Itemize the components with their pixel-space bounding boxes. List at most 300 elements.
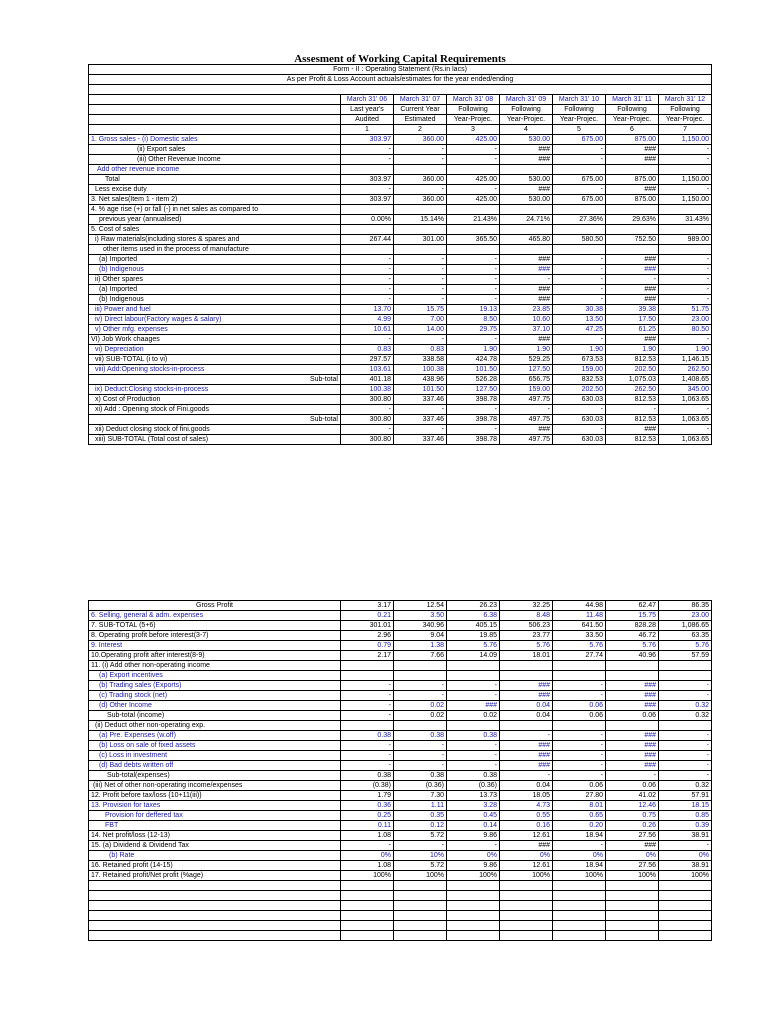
cell-value: 267.44: [341, 235, 394, 245]
cell-value: [341, 205, 394, 215]
cell-value: 14.09: [447, 651, 500, 661]
cell-value: -: [447, 265, 500, 275]
row-label: (iii) Net of other non-operating income/expenses: [89, 781, 341, 791]
cell-value: 31.43%: [659, 215, 712, 225]
cell-value: 7.30: [394, 791, 447, 801]
cell-value: -: [394, 145, 447, 155]
blank-row: [89, 891, 712, 901]
row-label: (c) Loss in investment: [89, 751, 341, 761]
blank-cell: [553, 931, 606, 941]
cell-value: [394, 205, 447, 215]
cell-value: 1.08: [341, 831, 394, 841]
column-period: March 31' 07: [394, 95, 447, 105]
cell-value: 29.63%: [606, 215, 659, 225]
cell-value: -: [553, 731, 606, 741]
blank-cell: [606, 911, 659, 921]
cell-value: -: [553, 841, 606, 851]
blank-cell: [447, 911, 500, 921]
cell-value: -: [659, 741, 712, 751]
row-label: Provision for deffered tax: [89, 811, 341, 821]
cell-value: 580.50: [553, 235, 606, 245]
cell-value: 11.48: [553, 611, 606, 621]
cell-value: 37.10: [500, 325, 553, 335]
cell-value: 3.28: [447, 801, 500, 811]
blank-cell: [553, 901, 606, 911]
cell-value: [659, 671, 712, 681]
cell-value: [553, 721, 606, 731]
cell-value: 41.02: [606, 791, 659, 801]
cell-value: 57.59: [659, 651, 712, 661]
row-label: (a) Imported: [89, 255, 341, 265]
cell-value: 7.66: [394, 651, 447, 661]
cell-value: [659, 225, 712, 235]
table-row: [89, 315, 712, 325]
cell-value: 262.50: [606, 385, 659, 395]
cell-value: -: [553, 295, 606, 305]
table-row: [89, 751, 712, 761]
cell-value: -: [341, 681, 394, 691]
cell-value: 24.71%: [500, 215, 553, 225]
cell-value: -: [394, 751, 447, 761]
cell-value: 21.43%: [447, 215, 500, 225]
row-label: (a) Export incentives: [89, 671, 341, 681]
column-type: Last year's: [341, 105, 394, 115]
cell-value: -: [447, 741, 500, 751]
cell-value: 100%: [447, 871, 500, 881]
row-label: (ii) Deduct other non-operating exp.: [89, 721, 341, 731]
cell-value: [659, 245, 712, 255]
cell-value: 0.16: [500, 821, 553, 831]
cell-value: 0.21: [341, 611, 394, 621]
row-label: xiii) SUB-TOTAL (Total cost of sales): [89, 435, 341, 445]
cell-value: -: [659, 425, 712, 435]
cell-value: -: [553, 275, 606, 285]
cell-value: [500, 205, 553, 215]
cell-value: 465.80: [500, 235, 553, 245]
blank-cell: [447, 891, 500, 901]
cell-value: ###: [447, 701, 500, 711]
blank-cell: [447, 881, 500, 891]
column-period: March 31' 06: [341, 95, 394, 105]
cell-value: [606, 225, 659, 235]
table-row: [89, 285, 712, 295]
row-label: ix) Deduct:Closing stocks-in-process: [89, 385, 341, 395]
cell-value: [659, 205, 712, 215]
cell-value: 103.61: [341, 365, 394, 375]
cell-value: -: [394, 295, 447, 305]
cell-value: 13.70: [341, 305, 394, 315]
cell-value: 1.11: [394, 801, 447, 811]
cell-value: 875.00: [606, 175, 659, 185]
column-basis: Estimated: [394, 115, 447, 125]
cell-value: 425.00: [447, 175, 500, 185]
cell-value: 0.06: [553, 711, 606, 721]
cell-value: 33.50: [553, 631, 606, 641]
cell-value: -: [606, 771, 659, 781]
cell-value: 1,063.65: [659, 415, 712, 425]
table-row: [89, 631, 712, 641]
cell-value: 360.00: [394, 175, 447, 185]
cell-value: 30.38: [553, 305, 606, 315]
blank-cell: [341, 911, 394, 921]
cell-value: 0%: [447, 851, 500, 861]
cell-value: ###: [500, 155, 553, 165]
blank-cell: [553, 911, 606, 921]
cell-value: 5.72: [394, 861, 447, 871]
cell-value: 8.50: [447, 315, 500, 325]
cell-value: -: [553, 751, 606, 761]
cell-value: [447, 225, 500, 235]
cell-value: [341, 245, 394, 255]
cell-value: 530.00: [500, 175, 553, 185]
cell-value: -: [341, 185, 394, 195]
row-label: 17. Retained profit/Net profit (%age): [89, 871, 341, 881]
table-row: [89, 345, 712, 355]
blank-cell: [394, 891, 447, 901]
table-row: [89, 761, 712, 771]
table-row: [89, 305, 712, 315]
table-row: [89, 215, 712, 225]
cell-value: [394, 721, 447, 731]
cell-value: 0.35: [394, 811, 447, 821]
table-row: [89, 801, 712, 811]
cell-value: -: [659, 335, 712, 345]
blank-cell: [659, 911, 712, 921]
cell-value: -: [341, 841, 394, 851]
row-label: (b) Rate: [89, 851, 341, 861]
cell-value: 23.00: [659, 611, 712, 621]
cell-value: -: [447, 185, 500, 195]
blank-cell: [89, 931, 341, 941]
cell-value: -: [553, 155, 606, 165]
cell-value: -: [659, 285, 712, 295]
cell-value: 4.99: [341, 315, 394, 325]
row-label: (c) Trading stock (net): [89, 691, 341, 701]
cell-value: 630.03: [553, 395, 606, 405]
cell-value: [659, 661, 712, 671]
cell-value: 9.86: [447, 831, 500, 841]
table-row: [89, 405, 712, 415]
row-label: other items used in the process of manufacture: [89, 245, 341, 255]
blank-cell: [341, 931, 394, 941]
cell-value: 5.76: [659, 641, 712, 651]
cell-value: 1,150.00: [659, 135, 712, 145]
row-label: (d) Other Income: [89, 701, 341, 711]
cell-value: 27.36%: [553, 215, 606, 225]
cell-value: 301.01: [341, 621, 394, 631]
cell-value: -: [500, 275, 553, 285]
cell-value: 12.61: [500, 831, 553, 841]
blank-cell: [606, 931, 659, 941]
cell-value: 828.28: [606, 621, 659, 631]
row-label: vi) Depreciation: [89, 345, 341, 355]
cell-value: 17.50: [606, 315, 659, 325]
cell-value: 0.02: [447, 711, 500, 721]
cell-value: 360.00: [394, 195, 447, 205]
cell-value: -: [341, 285, 394, 295]
cell-value: -: [447, 841, 500, 851]
cell-value: 989.00: [659, 235, 712, 245]
cell-value: -: [447, 275, 500, 285]
blank-row: [89, 911, 712, 921]
cell-value: 875.00: [606, 195, 659, 205]
cell-value: -: [394, 405, 447, 415]
table-row: [89, 831, 712, 841]
cell-value: 0.04: [500, 701, 553, 711]
row-label: (a) Imported: [89, 285, 341, 295]
row-label: 12. Profit before tax/loss {10+11(iii)}: [89, 791, 341, 801]
cell-value: 0.38: [447, 771, 500, 781]
table-row: [89, 851, 712, 861]
cell-value: 303.97: [341, 135, 394, 145]
cell-value: 0.38: [394, 731, 447, 741]
cell-value: 1.90: [553, 345, 606, 355]
table-row: [89, 791, 712, 801]
cell-value: [341, 225, 394, 235]
cell-value: [553, 245, 606, 255]
cell-value: 18.15: [659, 801, 712, 811]
cell-value: -: [553, 691, 606, 701]
header-row-type: [89, 105, 712, 115]
cell-value: 40.96: [606, 651, 659, 661]
cell-value: -: [341, 751, 394, 761]
cell-value: -: [394, 285, 447, 295]
cell-value: 2.17: [341, 651, 394, 661]
cell-value: ###: [500, 425, 553, 435]
cell-value: 5.72: [394, 831, 447, 841]
operating-statement-table-1: [88, 54, 712, 445]
cell-value: ###: [500, 841, 553, 851]
operating-statement-table-2: [88, 600, 712, 941]
cell-value: 5.76: [500, 641, 553, 651]
cell-value: 19.85: [447, 631, 500, 641]
cell-value: ###: [606, 145, 659, 155]
table-row: [89, 235, 712, 245]
cell-value: 29.75: [447, 325, 500, 335]
cell-value: ###: [500, 335, 553, 345]
blank-cell: [341, 891, 394, 901]
cell-value: 0.06: [553, 701, 606, 711]
cell-value: 100%: [394, 871, 447, 881]
cell-value: 5.76: [606, 641, 659, 651]
column-number: 6: [606, 125, 659, 135]
header-blank: [89, 115, 341, 125]
cell-value: -: [341, 255, 394, 265]
blank-cell: [500, 931, 553, 941]
blank-cell: [500, 921, 553, 931]
row-label: ii) Other spares: [89, 275, 341, 285]
cell-value: -: [659, 761, 712, 771]
cell-value: -: [606, 275, 659, 285]
cell-value: -: [341, 691, 394, 701]
table-row: [89, 641, 712, 651]
cell-value: 0.36: [341, 801, 394, 811]
cell-value: 0.02: [394, 711, 447, 721]
form-line: Form - II : Operating Statement (Rs.in lacs): [89, 65, 712, 75]
cell-value: 27.56: [606, 831, 659, 841]
cell-value: [606, 721, 659, 731]
table-row: [89, 255, 712, 265]
blank-cell: [394, 931, 447, 941]
cell-value: [341, 721, 394, 731]
cell-value: 159.00: [500, 385, 553, 395]
cell-value: 0.32: [659, 781, 712, 791]
cell-value: 398.78: [447, 435, 500, 445]
cell-value: ###: [500, 681, 553, 691]
cell-value: 19.13: [447, 305, 500, 315]
cell-value: 5.76: [447, 641, 500, 651]
row-label: x) Cost of Production: [89, 395, 341, 405]
row-label: 7. SUB-TOTAL (5+6): [89, 621, 341, 631]
blank-cell: [500, 901, 553, 911]
cell-value: 1.90: [606, 345, 659, 355]
cell-value: 530.00: [500, 135, 553, 145]
cell-value: 159.00: [553, 365, 606, 375]
cell-value: 202.50: [606, 365, 659, 375]
cell-value: -: [341, 741, 394, 751]
row-label: Sub-total: [89, 415, 341, 425]
cell-value: 1,063.65: [659, 435, 712, 445]
cell-value: [606, 205, 659, 215]
column-number: 4: [500, 125, 553, 135]
cell-value: -: [394, 275, 447, 285]
cell-value: -: [500, 731, 553, 741]
cell-value: ###: [500, 691, 553, 701]
cell-value: ###: [500, 255, 553, 265]
cell-value: -: [394, 335, 447, 345]
column-basis: Audited: [341, 115, 394, 125]
blank-row: [89, 931, 712, 941]
cell-value: [394, 245, 447, 255]
cell-value: 529.25: [500, 355, 553, 365]
blank-cell: [447, 901, 500, 911]
cell-value: 360.00: [394, 135, 447, 145]
cell-value: 0.04: [500, 781, 553, 791]
column-type: Following: [553, 105, 606, 115]
blank-row: [89, 921, 712, 931]
cell-value: ###: [500, 295, 553, 305]
cell-value: ###: [606, 761, 659, 771]
row-label: v) Other mfg. expenses: [89, 325, 341, 335]
table-row: [89, 365, 712, 375]
cell-value: 86.35: [659, 601, 712, 611]
cell-value: -: [394, 841, 447, 851]
cell-value: 32.25: [500, 601, 553, 611]
table-row: [89, 611, 712, 621]
row-label: 11. (i) Add other non-operating income: [89, 661, 341, 671]
cell-value: 303.97: [341, 175, 394, 185]
cell-value: 497.75: [500, 395, 553, 405]
cell-value: 44.98: [553, 601, 606, 611]
cell-value: -: [341, 275, 394, 285]
cell-value: [394, 661, 447, 671]
cell-value: [553, 225, 606, 235]
cell-value: -: [659, 155, 712, 165]
cell-value: 0.65: [553, 811, 606, 821]
cell-value: 812.53: [606, 415, 659, 425]
cell-value: 63.35: [659, 631, 712, 641]
table-row: [89, 671, 712, 681]
cell-value: -: [553, 265, 606, 275]
cell-value: -: [341, 265, 394, 275]
header-blank: [89, 105, 341, 115]
row-label: 8. Operating profit before interest(3-7): [89, 631, 341, 641]
cell-value: 1.90: [447, 345, 500, 355]
cell-value: ###: [500, 145, 553, 155]
cell-value: ###: [606, 841, 659, 851]
table-row: [89, 681, 712, 691]
cell-value: 47.25: [553, 325, 606, 335]
row-label: Gross Profit: [89, 601, 341, 611]
cell-value: -: [659, 255, 712, 265]
cell-value: 398.78: [447, 395, 500, 405]
cell-value: -: [553, 681, 606, 691]
column-basis: Year-Projec.: [659, 115, 712, 125]
cell-value: 100%: [341, 871, 394, 881]
cell-value: 18.01: [500, 651, 553, 661]
cell-value: 1.90: [659, 345, 712, 355]
cell-value: 5.76: [553, 641, 606, 651]
table-row: [89, 275, 712, 285]
cell-value: 3.50: [394, 611, 447, 621]
cell-value: -: [341, 155, 394, 165]
blank-cell: [659, 881, 712, 891]
cell-value: -: [341, 145, 394, 155]
header-row-no: [89, 125, 712, 135]
cell-value: 8.48: [500, 611, 553, 621]
cell-value: 7.00: [394, 315, 447, 325]
column-basis: Year-Projec.: [606, 115, 659, 125]
cell-value: [394, 165, 447, 175]
column-type: Following: [659, 105, 712, 115]
cell-value: 337.46: [394, 415, 447, 425]
cell-value: ###: [500, 265, 553, 275]
cell-value: 675.00: [553, 135, 606, 145]
cell-value: ###: [500, 751, 553, 761]
row-label: 6. Selling, general & adm. expenses: [89, 611, 341, 621]
column-number: 5: [553, 125, 606, 135]
cell-value: ###: [500, 285, 553, 295]
cell-value: 27.56: [606, 861, 659, 871]
cell-value: 0.38: [341, 731, 394, 741]
cell-value: 497.75: [500, 435, 553, 445]
table-row: [89, 195, 712, 205]
cell-value: 1,150.00: [659, 175, 712, 185]
blank-cell: [447, 931, 500, 941]
cell-value: -: [659, 691, 712, 701]
cell-value: 1,063.65: [659, 395, 712, 405]
cell-value: -: [500, 405, 553, 415]
blank-cell: [394, 921, 447, 931]
cell-value: ###: [606, 255, 659, 265]
header-row-period: [89, 95, 712, 105]
cell-value: 832.53: [553, 375, 606, 385]
cell-value: 401.18: [341, 375, 394, 385]
cell-value: 0.85: [659, 811, 712, 821]
table-row: [89, 335, 712, 345]
cell-value: 300.80: [341, 415, 394, 425]
row-label: (iii) Other Revenue Income: [89, 155, 341, 165]
cell-value: 0%: [553, 851, 606, 861]
cell-value: 656.75: [500, 375, 553, 385]
row-label: iii) Power and fuel: [89, 305, 341, 315]
cell-value: ###: [606, 751, 659, 761]
cell-value: 875.00: [606, 135, 659, 145]
cell-value: -: [659, 405, 712, 415]
blank-cell: [553, 891, 606, 901]
cell-value: 630.03: [553, 435, 606, 445]
cell-value: 23.77: [500, 631, 553, 641]
